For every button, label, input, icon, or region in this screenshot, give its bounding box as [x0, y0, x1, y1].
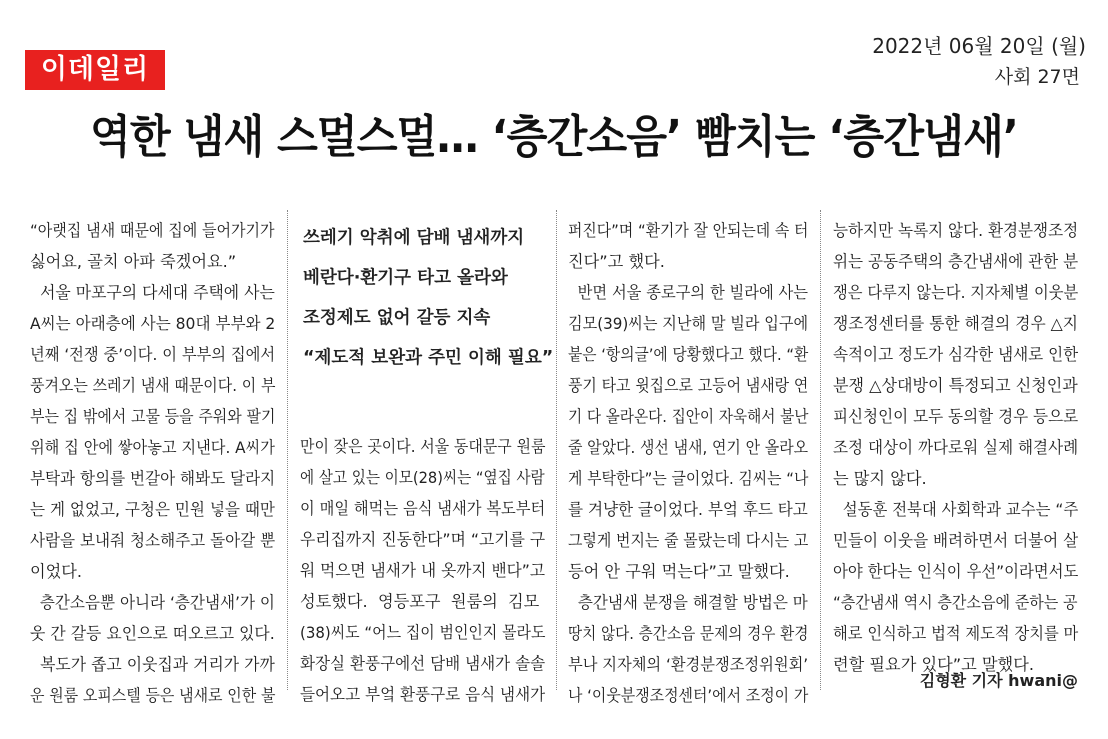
subheadline-line: 조정제도 없어 갈등 지속: [303, 308, 491, 328]
article-text-line: 복도가 좁고 이웃집과 거리가 가까: [30, 655, 275, 674]
article-text-line: 이 매일 해먹는 음식 냄새가 복도부터: [300, 499, 546, 518]
article-text-line: 조정 대상이 까다로워 실제 해결사례: [833, 438, 1079, 457]
article-text-line: 운 원룸 오피스텔 등은 냄새로 인한 불: [30, 686, 276, 705]
article-text-line: 김모(39)씨는 지난해 말 빌라 입구에: [568, 314, 809, 333]
reporter-byline: 김형환 기자 hwani@: [919, 671, 1078, 690]
article-text-line: 분쟁 △상대방이 특정되고 신청인과: [833, 376, 1078, 395]
article-text-line: 기 다 올라온다. 집안이 자욱해서 불난: [568, 407, 809, 426]
article-text-line: 사람을 보내줘 청소해주고 돌아갈 뿐: [30, 531, 276, 550]
article-text-line: 반면 서울 종로구의 한 빌라에 사는: [568, 283, 808, 302]
article-text-line: 능하지만 녹록지 않다. 환경분쟁조정: [833, 221, 1079, 240]
article-text-line: 그렇게 번지는 줄 몰랐는데 다시는 고: [568, 531, 809, 550]
article-column-2: [300, 431, 571, 710]
article-text-line: 싫어요, 골치 아파 죽겠어요.”: [30, 252, 237, 271]
article-text-line: 등어 안 구워 먹는다”고 말했다.: [568, 562, 790, 581]
article-text-line: 우리집까지 진동한다”며 “고기를 구: [300, 530, 546, 549]
article-text-line: 진다”고 했다.: [568, 252, 665, 271]
article-text-line: 풍겨오는 쓰레기 냄새 때문이다. 이 부: [30, 376, 276, 395]
article-text-line: 는 많지 않다.: [833, 469, 927, 488]
article-headline: 역한 냄새 스멀스멀… ‘층간소음’ 빰치는 ‘층간냄새’: [90, 110, 1018, 163]
article-text-line: 아야 한다는 인식이 우선”이라면서도: [833, 562, 1079, 581]
article-text-line: 이었다.: [30, 562, 83, 581]
section-page: 사회 27면: [994, 66, 1080, 88]
article-text-line: 피신청인이 모두 동의할 경우 등으로: [833, 407, 1079, 426]
article-text-line: 년째 ‘전쟁 중’이다. 이 부부의 집에서: [30, 345, 276, 364]
article-text-line: 만이 잦은 곳이다. 서울 동대문구 원룸: [300, 437, 546, 456]
article-text-line: 를 겨냥한 글이었다. 부엌 후드 타고: [568, 500, 808, 519]
article-column-4: [833, 215, 1097, 680]
article-text-line: 워 먹으면 냄새가 내 옷까지 밴다”고: [300, 561, 546, 580]
article-text-line: 부탁과 항의를 번갈아 해봐도 달라지: [30, 469, 276, 488]
article-text-line: 풍기 타고 윗집으로 고등어 냄새랑 연: [568, 376, 809, 395]
article-text-line: 층간소음뿐 아니라 ‘층간냄새’가 이: [30, 593, 275, 612]
article-text-line: 퍼진다”며 “환기가 잘 안되는데 속 터: [568, 221, 809, 240]
article-text-line: 서울 마포구의 다세대 주택에 사는: [30, 283, 275, 302]
article-text-line: 줄 알았다. 생선 냄새, 연기 안 올라오: [568, 438, 809, 457]
article-text-line: 게 부탁한다”는 글이었다. 김씨는 “나: [568, 469, 809, 488]
article-text-line: 부나 지자체의 ‘환경분쟁조정위원회’: [568, 655, 809, 674]
subheadline-line: “제도적 보완과 주민 이해 필요”: [303, 348, 554, 368]
article-text-line: 웃 간 갈등 요인으로 떠오르고 있다.: [30, 624, 275, 643]
article-column-1: [30, 215, 295, 711]
article-text-line: 들어오고 부엌 환풍구로 음식 냄새가: [300, 685, 546, 704]
article-column-3: [568, 215, 833, 711]
subheadline-line: 쓰레기 악취에 담배 냄새까지: [303, 228, 525, 248]
article-text-line: 쟁조정센터를 통한 해결의 경우 △지: [833, 314, 1078, 333]
article-text-line: 에 살고 있는 이모(28)씨는 “옆집 사람: [300, 468, 545, 487]
article-text-line: 해로 인식하고 법적 제도적 장치를 마: [833, 624, 1079, 643]
article-text-line: 성토했다. 영등포구 원룸의 김모: [300, 592, 540, 611]
article-text-line: (38)씨도 “어느 집이 범인인지 몰라도: [300, 623, 546, 642]
article-text-line: 붙은 ‘항의글’에 당황했다고 했다. “환: [568, 345, 809, 364]
subheadline-box: [303, 218, 553, 378]
article-text-line: “아랫집 냄새 때문에 집에 들어가기가: [30, 221, 275, 240]
article-text-line: 나 ‘이웃분쟁조정센터’에서 조정이 가: [568, 686, 809, 705]
article-text-line: “층간냄새 역시 층간소음에 준하는 공: [833, 593, 1078, 612]
article-text-line: 부는 집 밖에서 고물 등을 주워와 팔기: [30, 407, 276, 426]
article-text-line: 련할 필요가 있다”고 말했다.: [833, 655, 1034, 674]
article-text-line: 속적이고 정도가 심각한 냄새로 인한: [833, 345, 1079, 364]
article-text-line: 위해 집 안에 쌓아놓고 지낸다. A씨가: [30, 438, 275, 457]
newspaper-logo: 이데일리: [25, 50, 165, 90]
article-text-line: 민들이 이웃을 배려하면서 더불어 살: [833, 531, 1079, 550]
article-text-line: 위는 공동주택의 층간냄새에 관한 분: [833, 252, 1079, 271]
article-text-line: 땅치 않다. 층간소음 문제의 경우 환경: [568, 624, 809, 643]
article-text-line: 는 게 없었고, 구청은 민원 넣을 때만: [30, 500, 275, 519]
article-text-line: A씨는 아래층에 사는 80대 부부와 2: [30, 314, 276, 333]
issue-date: 2022년 06월 20일 (월): [872, 34, 1086, 58]
subheadline-line: 베란다·환기구 타고 올라와: [303, 268, 508, 288]
article-text-line: 쟁은 다루지 않는다. 지자체별 이웃분: [833, 283, 1079, 302]
article-text-line: 설동훈 전북대 사회학과 교수는 “주: [833, 500, 1079, 519]
article-text-line: 층간냄새 분쟁을 해결할 방법은 마: [568, 593, 808, 612]
article-text-line: 화장실 환풍구에선 담배 냄새가 솔솔: [300, 654, 546, 673]
